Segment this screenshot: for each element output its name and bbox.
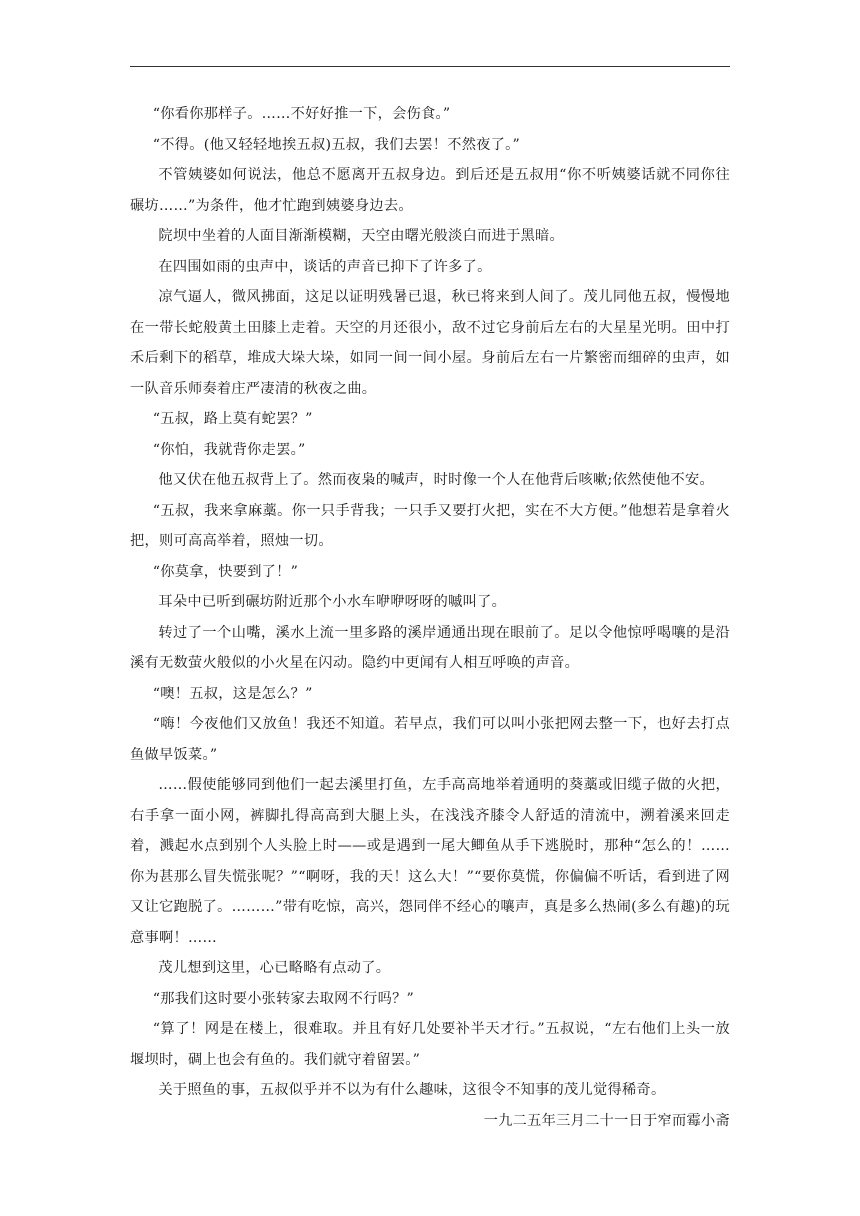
paragraph: “你莫拿，快要到了！” — [152, 563, 299, 580]
paragraph: 关于照鱼的事，五叔似乎并不以为有什么趣味，这很令不知事的茂儿觉得稀奇。 — [158, 1082, 666, 1098]
paragraph: “五叔，我来拿麻藁。你一只手背我；一只手又要打火把，实在不大方便。”他想若是拿着火把，则可高高举着，照烛一切。 — [130, 502, 730, 549]
paragraph: “那我们这时要小张转家去取网不行吗？” — [152, 990, 415, 1007]
paragraph: “算了！网是在楼上，很难取。并且有好几处要补半天才行。”五叔说，“左右他们上头一放堰坝时，碉上也会有鱼的。我们就守着留罢。” — [130, 1021, 730, 1068]
paragraph: 转过了一个山嘴，溪水上流一里多路的溪岸通通出现在眼前了。足以令他惊呼喝嚷的是沿溪有无数萤火般似的小火星在闪动。隐约中更闻有人相互呼唤的声音。 — [130, 624, 730, 671]
paragraph: 茂儿想到这里，心已略略有点动了。 — [158, 960, 391, 976]
paragraph: 他又伏在他五叔背上了。然而夜枭的喊声，时时像一个人在他背后咳嗽;依然使他不安。 — [158, 472, 714, 488]
paragraph: “你看你那样子。……不好好推一下，会伤食。” — [152, 106, 451, 122]
paragraph: 凉气逼人，微风拂面，这足以证明残暑已退，秋已将来到人间了。茂儿同他五叔，慢慢地在一带长蛇般黄土田膝上走着。天空的月还很小，敌不过它身前后左右的大星星光明。田中打禾后剩下的稻草，堆成大垛大垛，如同一间一间小屋。身前后左右一片繁密而细碎的虫声，如一队音乐师奏着庄严凄清的秋夜之曲。 — [130, 289, 730, 397]
paragraph: “你怕，我就背你走罢。” — [152, 441, 306, 458]
paragraph: 不管姨婆如何说法，他总不愿离开五叔身边。到后还是五叔用“你不听姨婆话就不同你往碾坊……”为条件，他才忙跑到姨婆身边去。 — [130, 167, 730, 214]
paragraph: “不得。(他又轻轻地挨五叔)五叔，我们去罢！不然夜了。” — [152, 136, 521, 153]
paragraph: 院坝中坐着的人面目渐渐模糊，天空由曙光般淡白而进于黑暗。 — [158, 228, 565, 244]
signature-date: 一九二五年三月二十一日于窄而霉小斋 — [483, 1112, 730, 1129]
paragraph: “五叔，路上莫有蛇罢？” — [152, 411, 313, 427]
paragraph: “嗨！今夜他们又放鱼！我还不知道。若早点，我们可以叫小张把网去整一下，也好去打点鱼做早饭菜。” — [130, 716, 730, 763]
header-rule — [130, 66, 730, 67]
document-body — [130, 99, 730, 1136]
paragraph: ……假使能够同到他们一起去溪里打鱼，左手高高地举着通明的葵藁或旧缆子做的火把，右手拿一面小网，裤脚扎得高高到大腿上头，在浅浅齐膝令人舒适的清流中，溯着溪来回走着，溅起水点到别个人头脸上时——或是遇到一尾大鲫鱼从手下逃脱时，那种“怎么的！……你为甚那么冒失慌张呢？”“啊呀，我的天！这么大！”“要你莫慌，你偏偏不听话，看到进了网又让它跑脱了。………”带有吃惊，高兴，怨同伴不经心的嚷声，真是多么热闹(多么有趣)的玩意事啊！…… — [130, 777, 730, 946]
paragraph: “噢！五叔，这是怎么？” — [152, 685, 313, 702]
paragraph: 在四围如雨的虫声中，谈话的声音已抑下了许多了。 — [158, 258, 492, 275]
paragraph: 耳朵中已听到碾坊附近那个小水车咿咿呀呀的嘁叫了。 — [158, 594, 507, 610]
